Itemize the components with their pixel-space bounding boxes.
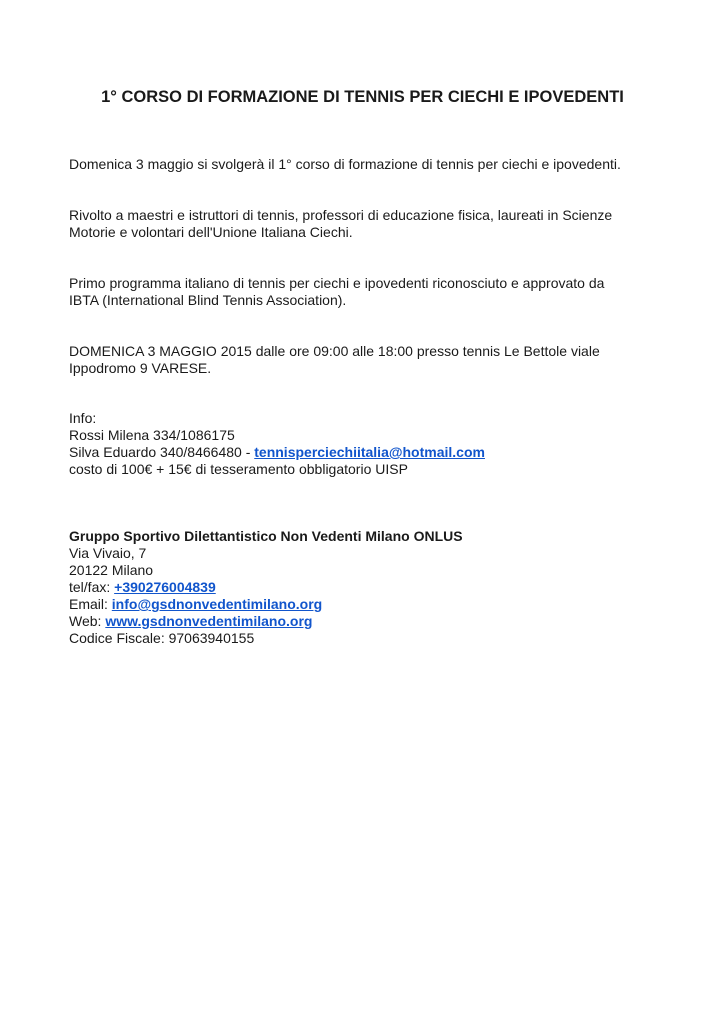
info-cost: costo di 100€ + 15€ di tesseramento obbligatorio UISP xyxy=(69,461,408,477)
program-line-2: IBTA (International Blind Tennis Association). xyxy=(69,292,347,308)
organization-street: Via Vivaio, 7 xyxy=(69,545,147,561)
organization-web-line xyxy=(69,613,669,630)
audience-line-2: Motorie e volontari dell'Unione Italiana Ciechi. xyxy=(69,224,353,240)
intro-text: Domenica 3 maggio si svolgerà il 1° corso di formazione di tennis per ciechi e ipovedenti. xyxy=(69,156,621,172)
email-label: Email: xyxy=(69,596,112,612)
info-label: Info: xyxy=(69,410,97,426)
document-title: 1° CORSO DI FORMAZIONE DI TENNIS PER CIECHI E IPOVEDENTI xyxy=(101,88,624,106)
organization-fiscal-code: Codice Fiscale: 97063940155 xyxy=(69,630,255,646)
schedule-line-2: Ippodromo 9 VARESE. xyxy=(69,360,212,376)
organization-city: 20122 Milano xyxy=(69,562,154,578)
intro-paragraph xyxy=(69,156,669,173)
phone-link[interactable]: +390276004839 xyxy=(114,579,216,595)
schedule-paragraph xyxy=(69,343,669,377)
phone-label: tel/fax: xyxy=(69,579,115,595)
info-section xyxy=(69,410,669,478)
organization-phone-line xyxy=(69,579,669,596)
organization-email-link[interactable]: info@gsdnonvedentimilano.org xyxy=(111,596,323,612)
info-contact-rossi: Rossi Milena 334/1086175 xyxy=(69,427,235,443)
info-contact-silva xyxy=(69,444,669,461)
program-paragraph xyxy=(69,275,669,309)
audience-paragraph xyxy=(69,207,669,241)
info-contact-silva-text: Silva Eduardo 340/8466480 - xyxy=(69,444,255,460)
program-line-1: Primo programma italiano di tennis per ciechi e ipovedenti riconosciuto e approvato da xyxy=(69,275,605,291)
organization-section xyxy=(69,528,669,647)
organization-name: Gruppo Sportivo Dilettantistico Non Vedenti Milano ONLUS xyxy=(69,528,463,544)
info-email-link[interactable]: tennisperciechiitalia@hotmail.com xyxy=(254,444,485,460)
organization-email-line xyxy=(69,596,669,613)
organization-web-link[interactable]: www.gsdnonvedentimilano.org xyxy=(105,613,313,629)
audience-line-1: Rivolto a maestri e istruttori di tennis, professori di educazione fisica, laureati in Scienze xyxy=(69,207,613,223)
schedule-line-1: DOMENICA 3 MAGGIO 2015 dalle ore 09:00 alle 18:00 presso tennis Le Bettole viale xyxy=(69,343,600,359)
web-label: Web: xyxy=(69,613,106,629)
